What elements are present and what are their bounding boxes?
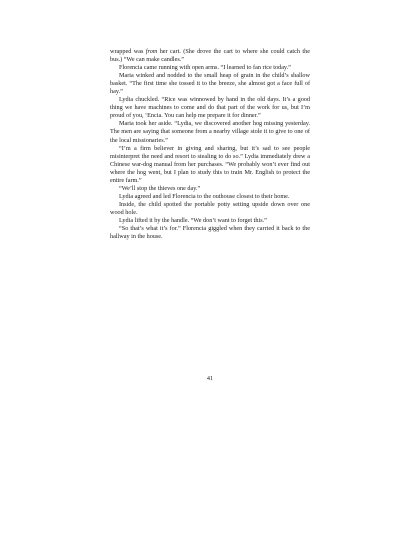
paragraph-text: “So that’s what it’s for.” Florencia giggled when they carried it back to the hallway in the house. [110,225,310,241]
italic-text: from [145,48,158,55]
paragraph-text: wrapped was [110,48,146,55]
paragraph [110,64,310,72]
paragraph [110,185,310,193]
paragraph [110,72,310,96]
paragraph [110,120,310,144]
paragraph [110,201,310,217]
paragraph-text: Lydia lifted it by the handle. “We don’t want to forget this.” [119,216,267,224]
paragraph [110,193,310,201]
paragraph-text: Lydia chuckled. “Rice was winnowed by hand in the old days. It’s a good thing we have machines to come and do that part of the work for us, but I’m proud of you, ‘Encia. You can help me prepare it for dinner.” [110,96,310,120]
paragraph-text: “I’m a firm believer in giving and sharing, but it’s sad to see people misinterpret the need and resort to stealing to do so.” Lydia immediately drew a Chinese war-dog manual from her purchases. “We probably won’t ever find out where the hog went, but I plan to study this to train Mr. English to protect the entire farm.” [110,144,310,184]
page-number: 41 [206,375,214,382]
body-text [110,48,310,241]
paragraph [110,48,310,64]
paragraph [110,96,310,120]
paragraph [110,145,310,185]
paragraph [110,225,310,241]
paragraph-text: Florencia came running with open arms. “I learned to fan rice today.” [119,64,291,72]
paragraph-text: Maria winked and nodded to the small heap of grain in the child’s shallow basket. “The first time she tossed it to the breeze, she almost got a face full of hay.” [110,72,310,96]
paragraph [110,217,310,225]
paragraph-text: her cart. (She drove the cart to where she could catch the bus.) “We can make candles.” [110,48,310,64]
paragraph-text: Maria took her aside. “Lydia, we discovered another hog missing yesterday. The men are saying that someone from a nearby village stole it to give to one of the local missionaries.” [110,120,310,144]
paragraph-text: Lydia agreed and led Florencia to the outhouse closest to their home. [119,192,290,200]
paragraph-text: Inside, the child spotted the portable potty setting upside down over one wood hole. [110,200,310,216]
paragraph-text: “We’ll stop the thieves one day.” [119,184,201,192]
